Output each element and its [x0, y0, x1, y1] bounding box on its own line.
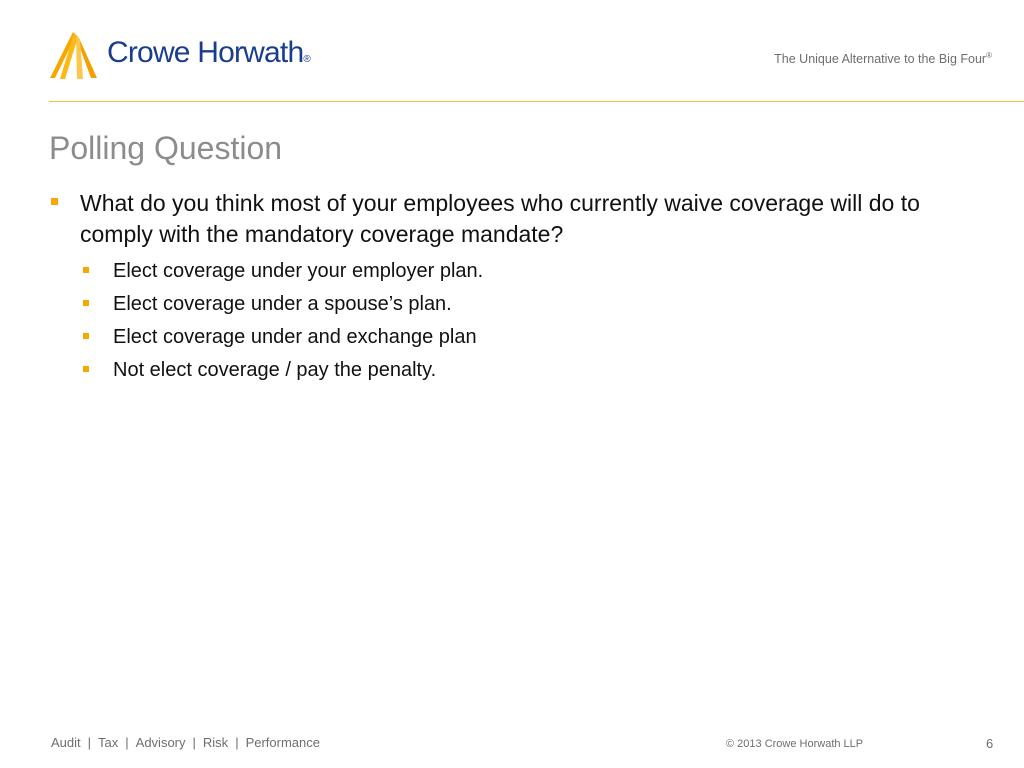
- footer-separator: |: [125, 735, 129, 750]
- footer-item-audit: Audit: [51, 735, 81, 750]
- answer-option-text: Elect coverage under a spouse’s plan.: [113, 293, 452, 315]
- copyright-notice: © 2013 Crowe Horwath LLP: [726, 738, 864, 750]
- footer-item-advisory: Advisory: [135, 735, 186, 750]
- footer-separator: |: [192, 735, 196, 750]
- slide-content: [49, 188, 999, 387]
- logo-wordmark: Crowe Horwath®: [107, 36, 311, 69]
- square-bullet-icon: [83, 267, 89, 273]
- square-bullet-icon: [83, 333, 89, 339]
- header-divider: [49, 101, 1024, 102]
- square-bullet-icon: [83, 300, 89, 306]
- slide-title: Polling Question: [49, 130, 283, 166]
- answer-option-text: Elect coverage under your employer plan.: [113, 260, 484, 282]
- polling-question: [49, 188, 999, 250]
- footer-service-lines: [51, 735, 320, 750]
- question-text: What do you think most of your employees who currently waive coverage will do to comply with the mandatory coverage mandate?: [80, 190, 920, 247]
- page-number: 6: [986, 736, 994, 751]
- answer-option: [49, 321, 999, 354]
- answer-option: [49, 255, 999, 288]
- crowe-horwath-logo: [49, 32, 319, 80]
- footer-item-tax: Tax: [98, 735, 119, 750]
- answer-options: [49, 255, 999, 387]
- answer-option: [49, 354, 999, 387]
- answer-option-text: Not elect coverage / pay the penalty.: [113, 359, 437, 381]
- footer-separator: |: [87, 735, 92, 750]
- footer-separator: |: [235, 735, 239, 750]
- tagline: The Unique Alternative to the Big Four®: [774, 51, 992, 67]
- square-bullet-icon: [51, 198, 58, 205]
- footer-item-risk: Risk: [202, 735, 229, 750]
- gold-rays-icon: [49, 32, 101, 80]
- answer-option-text: Elect coverage under and exchange plan: [113, 326, 477, 348]
- square-bullet-icon: [83, 366, 89, 372]
- footer-item-performance: Performance: [245, 735, 320, 750]
- answer-option: [49, 288, 999, 321]
